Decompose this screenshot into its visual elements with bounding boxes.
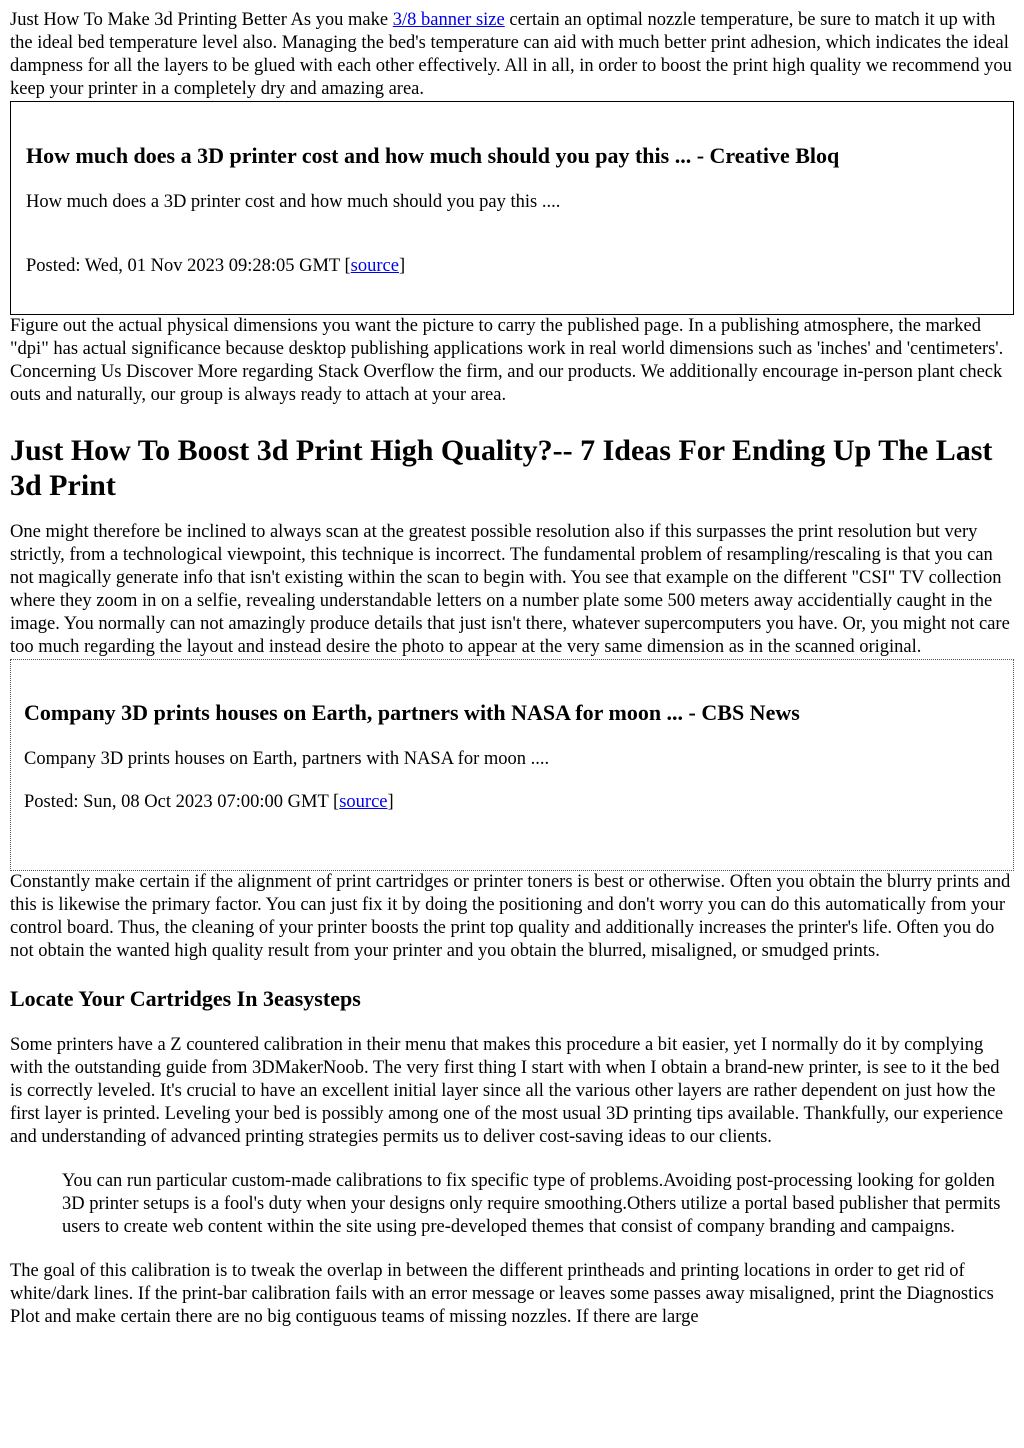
banner-size-link[interactable]: 3/8 banner size (392, 10, 505, 30)
source-link[interactable]: source (339, 792, 388, 812)
section-heading: Locate Your Cartridges In 3easysteps (10, 986, 361, 1011)
body-paragraph: The goal of this calibration is to tweak the overlap in between the different printheads and printing locations in order to get rid of white/dark lines. If the print-bar calibration fails with an error message or leaves some passes away misaligned, print the Diagnostics Plot and make certain there are no big contiguous teams of missing nozzles. If there are large (10, 1261, 994, 1327)
intro-text-end: certain an optimal nozzle temperature, be sure to match it up with the ideal bed temperature level also. Managing the bed's temperature can aid with much better print adhesion, which indicates the ideal dampness for all the layers to be glued with each other effectively. All in all, in order to boost the print high quality we recommend you keep your printer in a completely dry and amazing area. (10, 10, 1012, 99)
news-card-title: How much does a 3D printer cost and how much should you pay this ... - Creative Bloq (26, 143, 840, 168)
news-card-posted (26, 255, 998, 278)
posted-bracket: ] (387, 792, 394, 812)
posted-date: Posted: Wed, 01 Nov 2023 09:28:05 GMT [ (26, 256, 351, 276)
posted-date: Posted: Sun, 08 Oct 2023 07:00:00 GMT [ (24, 792, 340, 812)
block-quote: You can run particular custom-made calibrations to fix specific type of problems.Avoiding post-processing looking for golden 3D printer setups is a fool's duty when your designs only require smoothing.Others utilize a portal based publisher that permits users to create web content within the site using pre-developed themes that consist of company branding and campaigns. (62, 1171, 1001, 1237)
news-card-title: Company 3D prints houses on Earth, partners with NASA for moon ... - CBS News (24, 700, 800, 725)
source-link[interactable]: source (350, 256, 399, 276)
news-card-summary: Company 3D prints houses on Earth, partners with NASA for moon .... (24, 749, 550, 769)
news-card-summary: How much does a 3D printer cost and how much should you pay this .... (26, 192, 561, 212)
body-paragraph: Figure out the actual physical dimensions you want the picture to carry the published page. In a publishing atmosphere, the marked "dpi" has actual significance because desktop publishing applications work in real world dimensions such as 'inches' and 'centimeters'. Concerning Us Discover More regarding Stack Overflow the firm, and our products. We additionally encourage in-person plant check outs and naturally, our group is always ready to attach at your area. (10, 316, 1004, 405)
news-card-posted (24, 791, 1000, 814)
intro-text-start: Just How To Make 3d Printing Better As you make (10, 10, 393, 30)
news-card-cbs-news (10, 659, 1014, 871)
posted-bracket: ] (398, 256, 406, 276)
news-card-creative-bloq (10, 101, 1014, 315)
intro-paragraph (10, 0, 1014, 101)
body-paragraph: Some printers have a Z countered calibration in their menu that makes this procedure a bit easier, yet I normally do it by complying with the outstanding guide from 3DMakerNoob. The very first thing I start with when I obtain a brand-new printer, is see to it the bed is correctly leveled. It's crucial to have an excellent initial layer since all the various other layers are rather dependent on just how the first layer is printed. Leveling your bed is possibly among one of the most usual 3D printing tips available. Thankfully, our experience and understanding of advanced printing strategies permits us to deliver cost-saving ideas to our clients. (10, 1035, 1004, 1147)
body-paragraph: Constantly make certain if the alignment of print cartridges or printer toners is best or otherwise. Often you obtain the blurry prints and this is likewise the primary factor. You can just fix it by doing the positioning and don't worry you can do this automatically from your control board. Thus, the cleaning of your printer boosts the print top quality and additionally increases the printer's life. Often you do not obtain the wanted high quality result from your printer and you obtain the blurred, misaligned, or smudged prints. (10, 872, 1011, 961)
body-paragraph: One might therefore be inclined to always scan at the greatest possible resolution also if this surpasses the print resolution but very strictly, from a technological viewpoint, this technique is incorrect. The fundamental problem of resampling/rescaling is that you can not magically generate info that isn't existing within the scan to begin with. You see that example on the different "CSI" TV collection where they zoom in on a selfie, revealing understandable letters on a number plate some 500 meters away accidentially caught in the image. You normally can not amazingly produce details that just isn't there, whatever supercomputers you have. Or, you might not care too much regarding the layout and instead desire the photo to appear at the very same dimension as in the scanned original. (10, 522, 1010, 657)
main-heading: Just How To Boost 3d Print High Quality?-- 7 Ideas For Ending Up The Last 3d Print (10, 434, 993, 502)
